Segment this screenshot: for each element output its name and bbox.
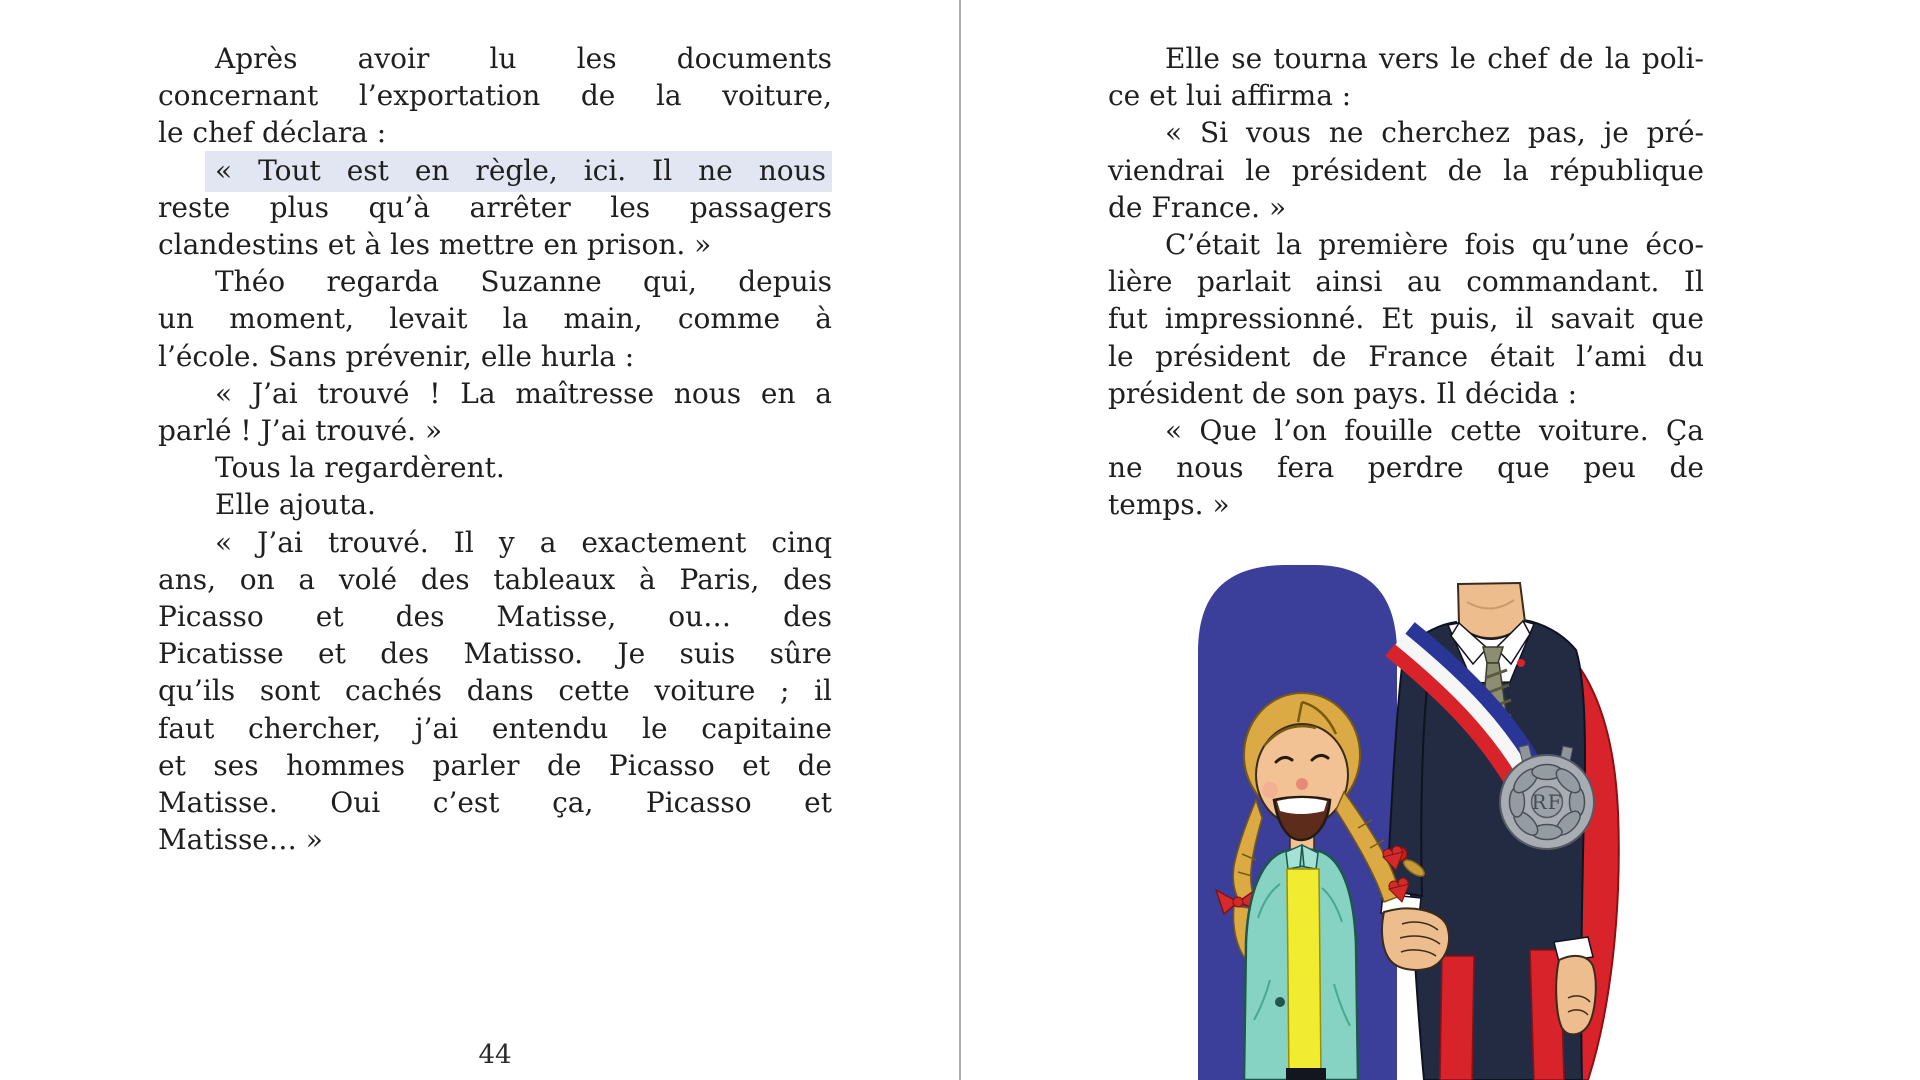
- text-line: [1108, 40, 1704, 77]
- line-text: le chef déclara :: [158, 116, 387, 150]
- text-line: [158, 375, 832, 412]
- line-text: un moment, levait la main, comme à: [158, 302, 832, 336]
- text-line: [1108, 189, 1704, 226]
- line-text: ne nous fera perdre que peu de: [1108, 451, 1704, 485]
- text-line: [158, 672, 832, 709]
- right-text-block: [1108, 40, 1704, 524]
- text-line: [158, 300, 832, 337]
- line-text: Matisse… »: [158, 823, 323, 857]
- line-text: viendrai le président de la république: [1108, 153, 1704, 187]
- line-text: ce et lui affirma :: [1108, 79, 1352, 113]
- line-text: Après avoir lu les documents: [215, 42, 832, 75]
- line-text: temps. »: [1108, 488, 1230, 522]
- text-line: [158, 486, 832, 523]
- text-line: [158, 784, 832, 821]
- line-text: Picasso et des Matisse, ou… des: [158, 600, 832, 634]
- official-figure: [1381, 583, 1619, 1080]
- line-text: faut chercher, j’ai entendu le capitaine: [158, 711, 832, 745]
- text-line: [158, 598, 832, 635]
- line-text: Matisse. Oui c’est ça, Picasso et: [158, 786, 832, 820]
- line-text: l’école. Sans prévenir, elle hurla :: [158, 339, 635, 373]
- text-line: [1108, 486, 1704, 523]
- line-text: fut impressionné. Et puis, il savait que: [1108, 302, 1704, 336]
- text-line: [158, 77, 832, 114]
- line-text: « J’ai trouvé ! La maîtresse nous en a: [215, 376, 832, 410]
- text-line: [158, 40, 832, 77]
- text-line: [158, 821, 832, 858]
- line-text: qu’ils sont cachés dans cette voiture ; il: [158, 674, 832, 708]
- rosette-rf-text: RF: [1531, 790, 1563, 814]
- line-text: « Que l’on fouille cette voiture. Ça: [1165, 414, 1704, 448]
- text-line: [158, 226, 832, 263]
- line-text: Elle ajouta.: [215, 488, 376, 522]
- text-line: [158, 263, 832, 300]
- line-text: le président de France était l’ami du: [1108, 339, 1704, 373]
- line-text: C’était la première fois qu’une éco-: [1165, 228, 1704, 262]
- text-line: [1108, 412, 1704, 449]
- text-line: [1108, 263, 1704, 300]
- text-line: [1108, 77, 1704, 114]
- line-text: ans, on a volé des tableaux à Paris, des: [158, 562, 832, 596]
- text-line: [158, 189, 832, 226]
- line-text: reste plus qu’à arrêter les passagers: [158, 190, 832, 224]
- line-text: président de son pays. Il décida :: [1108, 376, 1578, 410]
- text-line: [158, 635, 832, 672]
- text-line: [158, 524, 832, 561]
- text-line: [158, 412, 832, 449]
- line-text: Picatisse et des Matisso. Je suis sûre: [158, 637, 832, 671]
- line-text: clandestins et à les mettre en prison. »: [158, 228, 712, 262]
- text-line: [158, 710, 832, 747]
- text-line: [1108, 338, 1704, 375]
- line-text: de France. »: [1108, 190, 1287, 224]
- text-line: [158, 449, 832, 486]
- text-line: [158, 561, 832, 598]
- left-text-block: [158, 40, 832, 858]
- line-text: Elle se tourna vers le chef de la poli-: [1165, 42, 1704, 75]
- line-text: et ses hommes parler de Picasso et de: [158, 748, 832, 782]
- page-gutter-divider: [959, 0, 961, 1080]
- text-line: [158, 338, 832, 375]
- lapel-pin: [1517, 659, 1525, 667]
- illustration-girl-and-official: [1190, 550, 1626, 1080]
- highlighted-sentence: « Tout est en règle, ici. Il ne nous: [205, 151, 832, 192]
- hanging-hand: [1556, 956, 1596, 1034]
- line-text: parlé ! J’ai trouvé. »: [158, 414, 443, 448]
- text-line: [158, 114, 832, 151]
- line-text: Théo regarda Suzanne qui, depuis: [215, 265, 832, 299]
- line-text: Tous la regardèrent.: [215, 451, 505, 485]
- text-line: [1108, 300, 1704, 337]
- hand-on-shoulder: [1382, 908, 1449, 969]
- text-line: [158, 152, 832, 189]
- text-line: [1108, 152, 1704, 189]
- line-text: « J’ai trouvé. Il y a exactement cinq: [215, 525, 832, 559]
- line-text: lière parlait ainsi au commandant. Il: [1108, 265, 1704, 299]
- text-line: [1108, 114, 1704, 151]
- text-line: [1108, 449, 1704, 486]
- line-text: concernant l’exportation de la voiture,: [158, 79, 832, 113]
- page-number: 44: [478, 1040, 512, 1070]
- line-text: « Si vous ne cherchez pas, je pré-: [1165, 116, 1704, 150]
- text-line: [1108, 226, 1704, 263]
- text-line: [1108, 375, 1704, 412]
- text-line: [158, 747, 832, 784]
